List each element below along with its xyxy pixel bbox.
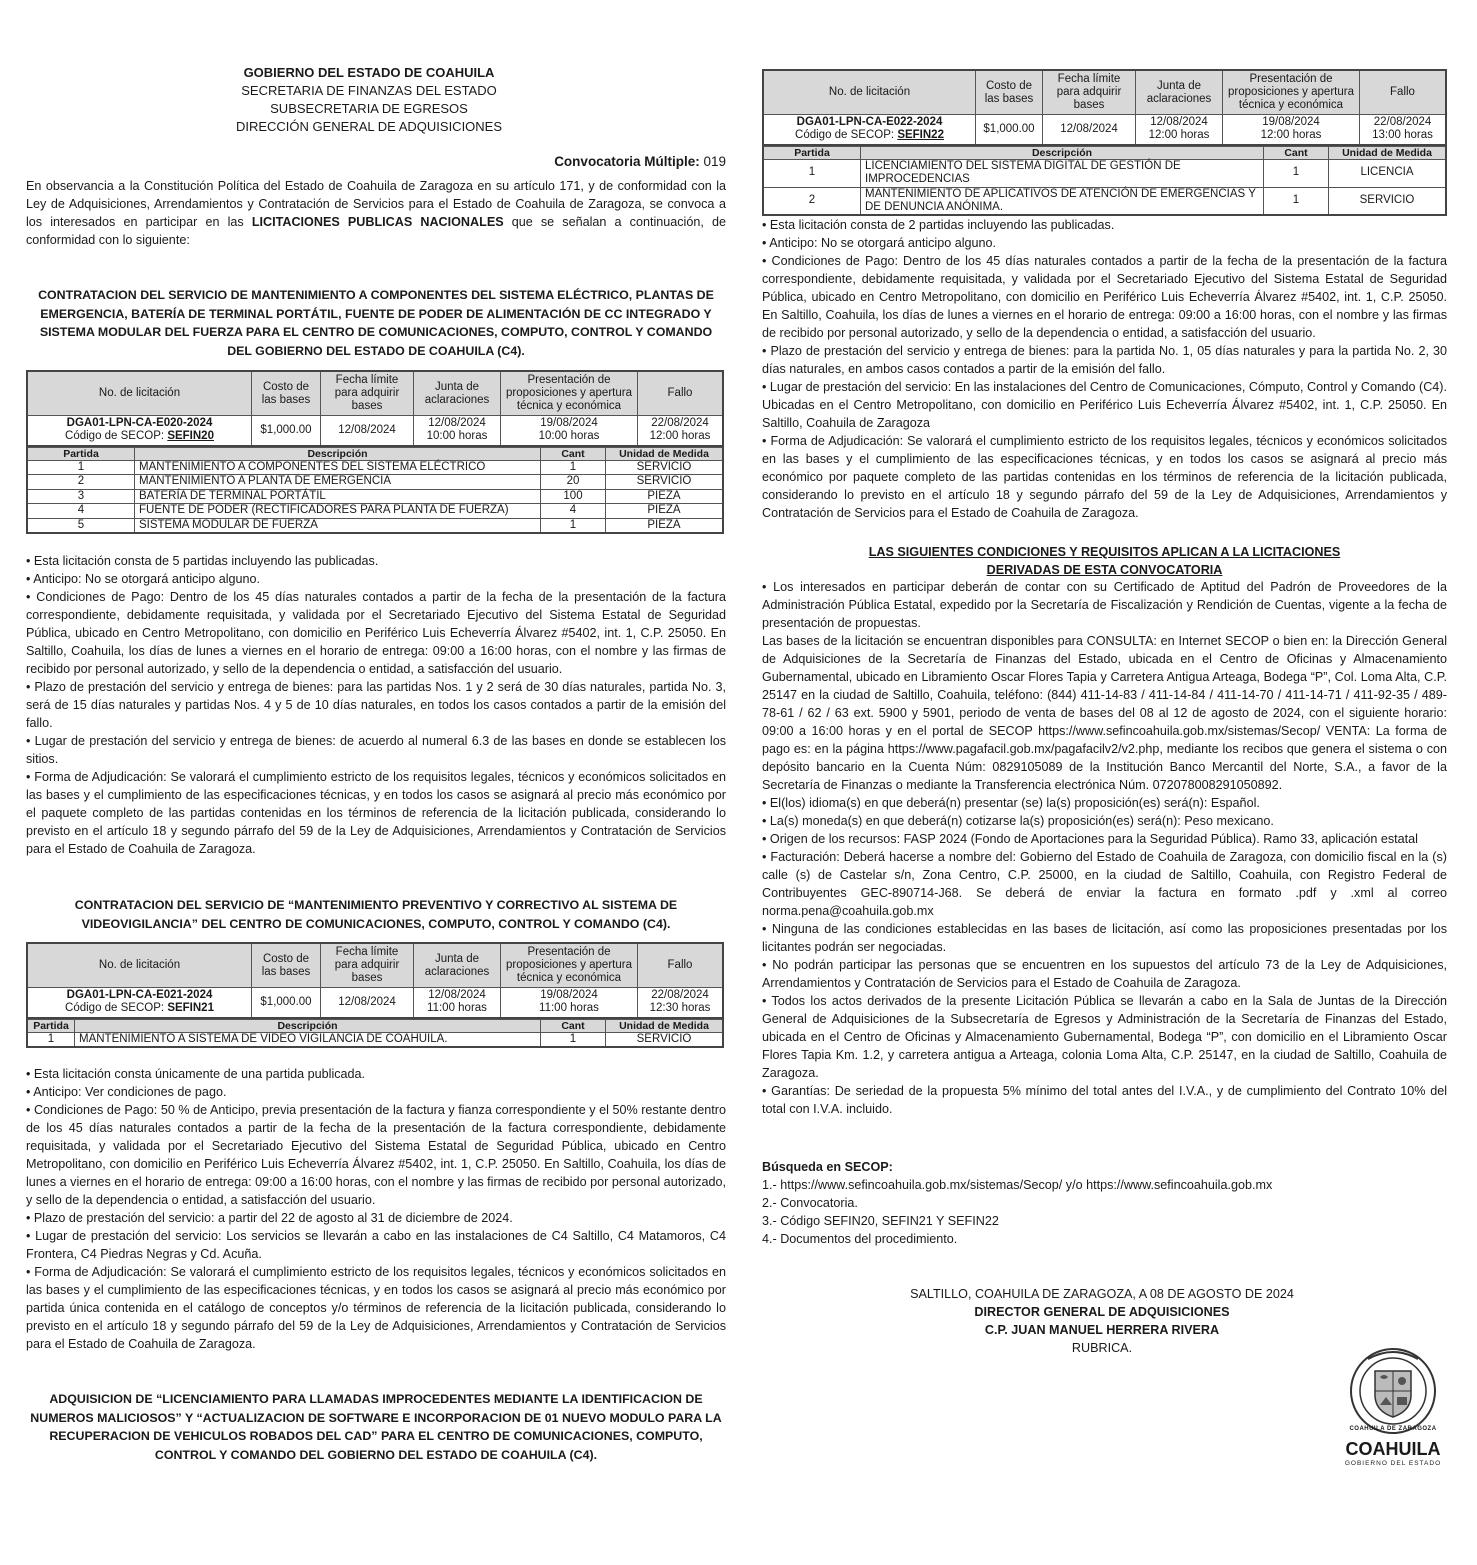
conditions-title-line1: LAS SIGUIENTES CONDICIONES Y REQUISITOS APLICAN A LA LICITACIONES [868,545,1341,559]
list-item: • Forma de Adjudicación: Se valorará el cumplimiento estricto de los requisitos legales, técnicos y económicos solicitados en las bases y el cumplimiento de las especificaciones técnicas, y en todos los casos se asignará al precio más económico por partida única contenida en el catálogo de conceptos y/o términos de referencia de la licitación publicada, considerando lo previsto en el artículo 18 y segundo párrafo del 59 de la Ley de Adquisiciones, Arrendamientos y Contratación de Servicios para el Estado de Coahuila de Zaragoza. [26,1265,726,1351]
intro-paragraph: En observancia a la Constitución Política del Estado de Coahuila de Zaragoza en su artículo 171, y de conformidad con la Ley de Adquisiciones, Arrendamientos y Contratación de Servicios para el Estado de Coahuila de Zaragoza, se convoca a los interesados en participar en las LICITACIONES PUBLICAS NACIONALES que se señalan a continuación, de conformidad con lo siguiente: [26,179,726,247]
lic3-present: 19/08/2024 12:00 horas [1223,115,1360,145]
lic2-fecha: 12/08/2024 [321,988,414,1018]
th-unidad: Unidad de Medida [1329,146,1447,159]
lic3-title: ADQUISICION DE “LICENCIAMIENTO PARA LLAMADAS IMPROCEDENTES MEDIANTE LA IDENTIFICACION DE NUMEROS MALICIOSOS” Y “ACTUALIZACION DE SOFTWARE E INCORPORACION DE 01 NUEVO MODULO PARA LA RECUPERACION DE VEHICULOS ROBADOS DEL CAD” PARA EL CENTRO DE COMUNICACIONES, COMPUTO, CONTROL Y COMANDO DEL GOBIERNO DEL ESTADO DE COAHUILA (C4). [30,1392,722,1462]
lic2-numero-cell: DGA01-LPN-CA-E021-2024 Código de SECOP: SEFIN21 [27,988,252,1018]
table-row: 2 MANTENIMIENTO A PLANTA DE EMERGENCIA 20 SERVICIO [27,475,723,490]
th-cant: Cant [541,1019,606,1032]
th-fallo: Fallo [638,371,724,416]
list-item: • Anticipo: Ver condiciones de pago. [26,1085,227,1099]
lic1-title: CONTRATACION DEL SERVICIO DE MANTENIMIENTO A COMPONENTES DEL SISTEMA ELÉCTRICO, PLANTAS DE EMERGENCIA, BATERÍA DE TERMINAL PORTÁTIL, FUENTE DE PODER DE ALIMENTACIÓN DE CC INTEGRADO Y SISTEMA MODULAR DEL FUERZA PARA EL CENTRO DE COMUNICACIONES, COMPUTO, CONTROL Y COMANDO DEL GOBIERNO DEL ESTADO DE COAHUILA (C4). [38,288,714,358]
th-fallo: Fallo [1360,70,1447,115]
list-item: • Forma de Adjudicación: Se valorará el cumplimiento estricto de los requisitos legales, técnicos y económicos solicitados en las bases y el cumplimiento de las especificaciones técnicas, y en todos los casos se asignará al precio más económico por el paquete completo de las partidas contenidas en los términos de referencia de la licitación publicada, considerando lo previsto en el artículo 18 y segundo párrafo del 59 de la Ley de Adquisiciones, Arrendamientos y Contratación de Servicios para el Estado de Coahuila de Zaragoza. [26,770,726,856]
th-desc: Descripción [861,146,1264,159]
table-row: 1 MANTENIMIENTO A COMPONENTES DEL SISTEMA ELÉCTRICO 1 SERVICIO [27,460,723,475]
lic2-tables [26,942,724,1048]
th-junta: Junta de aclaraciones [414,371,501,416]
list-item: • Facturación: Deberá hacerse a nombre del: Gobierno del Estado de Coahuila de Zaragoza, con domicilio fiscal en la (s) calle (s) de Castelar s/n, Zona Centro, C.P. 25000, en la ciudad de Saltillo, Coahuila, con Registro Federal de Contribuyentes GEC-890714-J68. Se deberá de enviar la factura en formato .pdf y .xml al correo norma.pena@coahuila.gob.mx [762,850,1447,918]
busqueda-secop [762,1158,1447,1248]
list-item: • Esta licitación consta de 2 partidas incluyendo las publicadas. [762,218,1115,232]
th-costo: Costo de las bases [976,70,1043,115]
signature-place-date: SALTILLO, COAHUILA DE ZARAGOZA, A 08 DE AGOSTO DE 2024 [910,1287,1294,1301]
list-item: • La(s) moneda(s) en que deberá(n) cotizarse la(s) proposición(es) será(n): Peso mexicano. [762,814,1274,828]
lic3-numero-cell: DGA01-LPN-CA-E022-2024 Código de SECOP: SEFIN22 [763,115,976,145]
th-unidad: Unidad de Medida [606,1019,724,1032]
table-row: 5 SISTEMA MODULAR DE FUERZA 1 PIEZA [27,518,723,533]
list-item: • Los interesados en participar deberán de contar con su Certificado de Aptitud del Padrón de Proveedores de la Administración Pública Estatal, expedido por la Secretaría de Fiscalización y Rendición de Cuentas, vigente a la fecha de presentación de propuestas. [762,580,1447,630]
signature-position: DIRECTOR GENERAL DE ADQUISICIONES [974,1305,1230,1319]
lic2-junta: 12/08/2024 11:00 horas [414,988,501,1018]
table-row: 4 FUENTE DE PODER (RECTIFICADORES PARA PLANTA DE FUERZA) 4 PIEZA [27,504,723,519]
th-present: Presentación de proposiciones y apertura técnica y económica [501,943,638,988]
logo-name: COAHUILA [1345,1439,1441,1459]
logo-subtitle: GOBIERNO DEL ESTADO [1344,1460,1442,1467]
header-secretaria: SECRETARIA DE FINANZAS DEL ESTADO [241,83,497,98]
list-item: • Plazo de prestación del servicio y entrega de bienes: para las partidas Nos. 1 y 2 será de 30 días naturales, partida No. 3, será de 15 días naturales y partidas Nos. 4 y 5 de 10 días naturales, en todos los casos contados a partir de la emisión del fallo. [26,680,726,730]
list-item: • No podrán participar las personas que se encuentren en los supuestos del artículo 73 de la Ley de Adquisiciones, Arrendamientos y Contratación de Servicios para el Estado de Coahuila de Zaragoza. [762,958,1447,990]
th-fecha: Fecha límite para adquirir bases [321,371,414,416]
lic3-fecha: 12/08/2024 [1043,115,1136,145]
list-item: • Condiciones de Pago: Dentro de los 45 días naturales contados a partir de la fecha de la presentación de la factura correspondiente, debidamente requisitada, y validada por el Secretariado Ejecutivo del Sistema Estatal de Seguridad Pública, ubicado en Centro Metropolitano, con domicilio en Periférico Luis Echeverría Álvarez #5402, int. 1, C.P. 25050. En Saltillo, Coahuila, los días de lunes a viernes en el horario de entrega: 09:00 a 16:00 horas, con el nombre y las firmas de recibido por personal autorizado, y sello de la dependencia o entidad, a satisfacción del usuario. [26,590,726,676]
th-cant: Cant [541,447,606,460]
table-row: 1 LICENCIAMIENTO DEL SISTEMA DIGITAL DE GESTIÓN DE IMPROCEDENCIAS 1 LICENCIA [763,159,1446,187]
lic2-costo: $1,000.00 [252,988,321,1018]
lic2-title: CONTRATACION DEL SERVICIO DE “MANTENIMIENTO PREVENTIVO Y CORRECTIVO AL SISTEMA DE VIDEOVIGILANCIA” DEL CENTRO DE COMUNICACIONES, COMPUTO, CONTROL Y COMANDO (C4). [74,898,678,931]
list-item: 1.- https://www.sefincoahuila.gob.mx/sistemas/Secop/ y/o https://www.sefincoahuila.gob.mx [762,1178,1273,1192]
coat-of-arms-icon [1340,1345,1446,1437]
list-item: 4.- Documentos del procedimiento. [762,1232,958,1246]
th-costo: Costo de las bases [252,943,321,988]
list-item: • Lugar de prestación del servicio y entrega de bienes: de acuerdo al numeral 6.3 de las bases en donde se establecen los sitios. [26,734,726,766]
lic2-fallo: 22/08/2024 12:30 horas [638,988,724,1018]
lic2-present: 19/08/2024 11:00 horas [501,988,638,1018]
lic2-partidas-table [26,1019,724,1049]
header-direccion: DIRECCIÓN GENERAL DE ADQUISICIONES [235,119,503,134]
list-item: • Todos los actos derivados de la presente Licitación Pública se llevarán a cabo en la Sala de Juntas de la Dirección General de Adquisiciones de la Subsecretaría de Egresos y Administración de la Secretaría de Finanzas del Estado, ubicada en el Centro de Oficinas y Almacenamiento Gubernamental, Bodega “P”, con domicilio en el Libramiento Oscar Flores Tapia Km. 1.2, y carretera antigua a Arteaga, colonia Loma Alta, C.P. 25147, en la ciudad de Saltillo, Coahuila de Zaragoza. [762,994,1447,1080]
lic1-fecha: 12/08/2024 [321,416,414,446]
convocatoria-number [554,154,726,169]
lic1-tables [26,370,724,534]
convocatoria-label: Convocatoria Múltiple: [554,154,700,169]
th-fecha: Fecha límite para adquirir bases [1043,70,1136,115]
th-no: No. de licitación [27,943,252,988]
th-partida: Partida [27,447,135,460]
lic3-info-table [762,69,1447,146]
list-item: • Condiciones de Pago: 50 % de Anticipo, previa presentación de la factura y fianza correspondiente y el 50% restante dentro de los 45 días naturales contados a partir de la fecha de la presentación de la factura correspondiente, debidamente requisitada, y validada por el Secretariado Ejecutivo del Sistema Estatal de Seguridad Pública, ubicado en Centro Metropolitano, con domicilio en Periférico Luis Echeverría Álvarez #5402, int. 1, C.P. 25050. En Saltillo, Coahuila, los días de lunes a viernes en el horario de entrega: 09:00 a 16:00 horas, con el nombre y las firmas de recibido por personal autorizado, y sello de la dependencia o entidad, a satisfacción del usuario. [26,1103,726,1207]
lic1-numero-cell: DGA01-LPN-CA-E020-2024 Código de SECOP: SEFIN20 [27,416,252,446]
list-item: 2.- Convocatoria. [762,1196,858,1210]
list-item: Las bases de la licitación se encuentran disponibles para CONSULTA: en Internet SECOP o bien en: la Dirección General de Adquisiciones de la Secretaría de Finanzas del Estado, ubicada en el Centro de Oficinas y Almacenamiento Gubernamental, ubicado en Libramiento Oscar Flores Tapia y Carretera Antigua Arteaga, Bodega “P”, Col. Loma Alta, C.P. 25147 en la ciudad de Saltillo, Coahuila, teléfono: (844) 411-14-83 / 411-14-84 / 411-14-70 / 411-14-71 / 411-92-35 / 489-78-61 / 62 / 63 ext. 5900 y 5901, periodo de venta de bases del 08 al 12 de agosto de 2024, con el siguiente horario: 09:00 a 16:00 horas y en el portal de SECOP https://www.sefincoahuila.gob.mx/sistemas/Secop/ VENTA: La forma de pago es: en la página https://www.pagafacil.gob.mx/pagafacilv2/v2.php, mediante los recibos que genera el sistema o con depósito bancario en la Cuenta Núm: 0829105089 de la Institución Banco Mercantil del Norte, S.A., a favor de la Secretaría de Finanzas o mediante la Transferencia electrónica Núm. 072078008291050892. [762,634,1447,792]
lic3-partidas-table [762,146,1447,217]
list-item: 3.- Código SEFIN20, SEFIN21 Y SEFIN22 [762,1214,999,1228]
th-no: No. de licitación [763,70,976,115]
th-cant: Cant [1264,146,1329,159]
list-item: • Origen de los recursos: FASP 2024 (Fondo de Aportaciones para la Seguridad Pública). Ramo 33, aplicación estatal [762,832,1418,846]
list-item: • Plazo de prestación del servicio: a partir del 22 de agosto al 31 de diciembre de 2024. [26,1211,513,1225]
th-partida: Partida [27,1019,75,1032]
th-present: Presentación de proposiciones y apertura técnica y económica [501,371,638,416]
lic3-junta: 12/08/2024 12:00 horas [1136,115,1223,145]
conditions-list [762,578,1447,1118]
th-desc: Descripción [135,447,541,460]
lic1-partidas-table [26,447,724,535]
th-junta: Junta de aclaraciones [1136,70,1223,115]
list-item: • Anticipo: No se otorgará anticipo alguno. [26,572,261,586]
lic3-bullets [762,216,1447,522]
th-present: Presentación de proposiciones y apertura técnica y económica [1223,70,1360,115]
busqueda-title: Búsqueda en SECOP: [762,1160,893,1174]
logo-ring-text: COAHUILA DE ZARAGOZA [1349,1426,1437,1432]
convocatoria-value: 019 [703,154,726,169]
document-header [26,64,712,136]
lic1-fallo: 22/08/2024 12:00 horas [638,416,724,446]
th-fecha: Fecha límite para adquirir bases [321,943,414,988]
th-junta: Junta de aclaraciones [414,943,501,988]
th-costo: Costo de las bases [252,371,321,416]
conditions-title [762,543,1447,579]
table-row: 3 BATERÍA DE TERMINAL PORTÁTIL 100 PIEZA [27,489,723,504]
conditions-title-line2: DERIVADAS DE ESTA CONVOCATORIA [986,563,1223,577]
th-no: No. de licitación [27,371,252,416]
lic1-junta: 12/08/2024 10:00 horas [414,416,501,446]
lic2-bullets [26,1065,726,1353]
list-item: • Condiciones de Pago: Dentro de los 45 días naturales contados a partir de la fecha de la presentación de la factura correspondiente, debidamente requisitada, y validada por el Secretariado Ejecutivo del Sistema Estatal de Seguridad Pública, ubicado en Centro Metropolitano, con domicilio en Periférico Luis Echeverría Álvarez #5402, int. 1, C.P. 25050. En Saltillo, Coahuila, los días de lunes a viernes en el horario de entrega: 09:00 a 16:00 horas, con el nombre y las firmas de recibido por personal autorizado, y sello de la dependencia o entidad, a satisfacción del usuario. [762,254,1447,340]
coahuila-logo [1340,1345,1446,1467]
lic1-costo: $1,000.00 [252,416,321,446]
list-item: • Plazo de prestación del servicio y entrega de bienes: para la partida No. 1, 05 días naturales y para la partida No. 2, 30 días naturales, en ambos casos contados a partir de la emisión del fallo. [762,344,1447,376]
signature-rubrica: RUBRICA. [1071,1341,1133,1355]
signature-block [872,1285,1332,1357]
header-subsecretaria: SUBSECRETARIA DE EGRESOS [270,101,468,116]
signature-name: C.P. JUAN MANUEL HERRERA RIVERA [984,1323,1220,1337]
lic1-info-table [26,370,724,447]
list-item: • Forma de Adjudicación: Se valorará el cumplimiento estricto de los requisitos legales, técnicos y económicos solicitados en las bases y el cumplimiento de las especificaciones técnicas, y en todos los casos se asignará al precio más económico por paquete completo de las partidas contenidas en los términos de referencia de la licitación publicada, considerando lo previsto en el artículo 18 y segundo párrafo del 59 de la Ley de Adquisiciones, Arrendamientos y Contratación de Servicios para el Estado de Coahuila de Zaragoza. [762,434,1447,520]
list-item: • Anticipo: No se otorgará anticipo alguno. [762,236,997,250]
lic3-tables [762,69,1447,216]
list-item: • Esta licitación consta únicamente de una partida publicada. [26,1067,366,1081]
th-desc: Descripción [75,1019,541,1032]
list-item: • Lugar de prestación del servicio: En las instalaciones del Centro de Comunicaciones, Cómputo, Control y Comando (C4). Ubicadas en el Centro Metropolitano, con domicilio en Periférico Luis Echeverría Álvarez #5402, int. 1, C.P. 25050. En Saltillo, Coahuila de Zaragoza [762,380,1447,430]
list-item: • Garantías: De seriedad de la propuesta 5% mínimo del total antes del I.V.A., y de cumplimiento del Contrato 10% del total con I.V.A. incluido. [762,1084,1447,1116]
th-unidad: Unidad de Medida [606,447,724,460]
lic3-costo: $1,000.00 [976,115,1043,145]
th-partida: Partida [763,146,861,159]
list-item: • El(los) idioma(s) en que deberá(n) presentar (se) la(s) proposición(es) será(n): Español. [762,796,1260,810]
lic2-info-table [26,942,724,1019]
th-fallo: Fallo [638,943,724,988]
lic3-fallo: 22/08/2024 13:00 horas [1360,115,1447,145]
lic1-present: 19/08/2024 10:00 horas [501,416,638,446]
list-item: • Esta licitación consta de 5 partidas incluyendo las publicadas. [26,554,379,568]
list-item: • Ninguna de las condiciones establecidas en las bases de licitación, así como las proposiciones presentadas por los licitantes podrán ser negociadas. [762,922,1447,954]
lic1-bullets [26,552,726,858]
table-row: 1 MANTENIMIENTO A SISTEMA DE VIDEO VIGILANCIA DE COAHUILA. 1 SERVICIO [27,1032,723,1047]
header-government: GOBIERNO DEL ESTADO DE COAHUILA [243,65,495,80]
table-row: 2 MANTENIMIENTO DE APLICATIVOS DE ATENCIÓN DE EMERGENCIAS Y DE DENUNCIA ANÓNIMA. 1 SERVICIO [763,187,1446,215]
list-item: • Lugar de prestación del servicio: Los servicios se llevarán a cabo en las instalaciones de C4 Saltillo, C4 Matamoros, C4 Frontera, C4 Piedras Negras y Cd. Acuña. [26,1229,726,1261]
